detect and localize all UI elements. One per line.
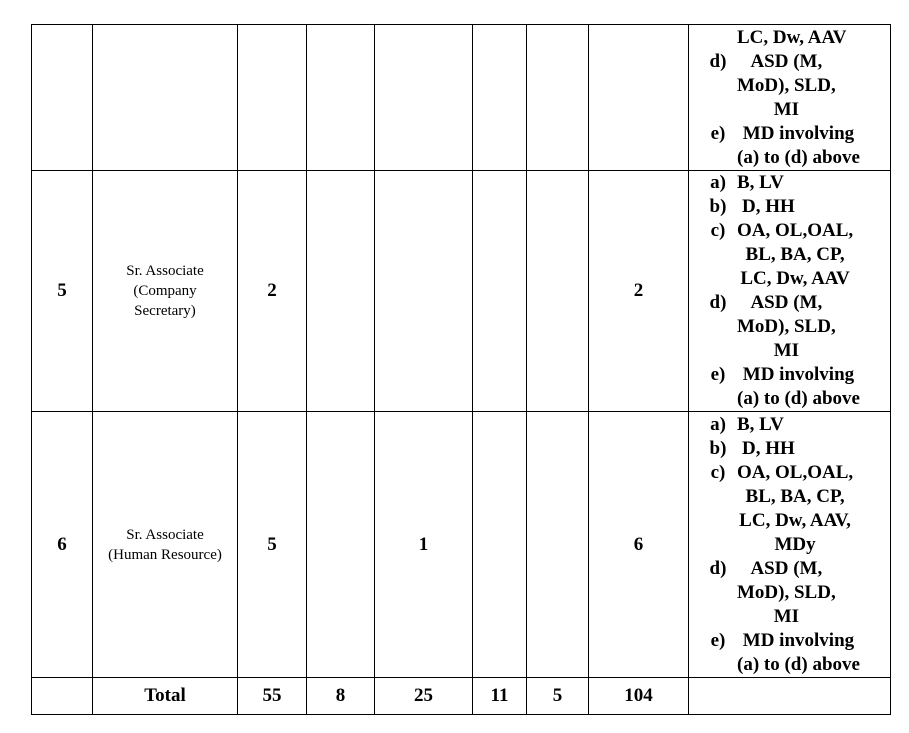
category-item-line: (a) to (d) above — [737, 146, 860, 168]
sc-cell — [307, 171, 375, 412]
category-item-line: MD involving — [742, 629, 855, 651]
post-name-line: Sr. Associate — [126, 526, 204, 543]
disability-category-item — [689, 363, 890, 411]
total-obc: 11 — [473, 678, 527, 715]
category-item-line: BL, BA, CP, — [745, 485, 845, 507]
ur-cell: 2 — [238, 171, 307, 412]
total-st: 25 — [375, 678, 473, 715]
total-sc: 8 — [307, 678, 375, 715]
sc-cell — [307, 25, 375, 171]
disability-category-cell — [689, 171, 891, 412]
disability-category-item — [689, 50, 890, 122]
disability-category-item — [689, 219, 890, 291]
category-item-label — [689, 26, 737, 50]
ews-cell — [527, 25, 589, 171]
category-item-line: MI — [773, 340, 800, 361]
category-item-label: e) — [710, 629, 726, 651]
sl-no-cell — [32, 25, 93, 171]
category-item-line: D, HH — [742, 196, 795, 217]
category-item-text — [737, 291, 836, 363]
disability-category-item — [689, 629, 890, 677]
table-row — [32, 25, 891, 171]
sl-no-cell: 6 — [32, 412, 93, 678]
total-row — [32, 678, 891, 715]
sl-no-cell: 5 — [32, 171, 93, 412]
st-cell: 1 — [375, 412, 473, 678]
category-item-text — [737, 219, 853, 291]
category-item-text — [737, 363, 860, 411]
category-item-label: b) — [709, 196, 727, 217]
post-name-cell — [93, 412, 238, 678]
obc-cell — [473, 171, 527, 412]
disability-category-list — [689, 413, 890, 677]
category-item-line: OA, OL,OAL, — [737, 461, 854, 483]
category-item-label: e) — [710, 364, 726, 385]
disability-category-cell — [689, 412, 891, 678]
category-item-label: d) — [709, 557, 727, 579]
disability-category-item — [689, 437, 890, 461]
total-cell: 6 — [589, 412, 689, 678]
category-item-text — [737, 26, 846, 50]
ews-cell — [527, 412, 589, 678]
category-item-label: d) — [709, 50, 727, 72]
total-total: 104 — [589, 678, 689, 715]
category-item-line: B, LV — [737, 413, 784, 435]
post-name-line: Sr. Associate — [126, 263, 204, 279]
disability-category-item — [689, 26, 890, 50]
category-item-line: MoD), SLD, — [737, 74, 836, 96]
category-item-line: D, HH — [742, 437, 795, 459]
post-name-cell — [93, 171, 238, 412]
category-item-text — [737, 629, 860, 677]
disability-category-item — [689, 171, 890, 195]
ews-cell — [527, 171, 589, 412]
category-item-line: MoD), SLD, — [737, 581, 836, 603]
category-item-line: MI — [773, 98, 800, 120]
category-item-line: MD involving — [742, 122, 855, 144]
st-cell — [375, 25, 473, 171]
category-item-text — [737, 557, 836, 629]
total-label: Total — [93, 678, 238, 715]
disability-category-item — [689, 291, 890, 363]
category-item-text — [737, 413, 784, 437]
st-cell — [375, 171, 473, 412]
obc-cell — [473, 412, 527, 678]
category-item-text — [737, 461, 853, 557]
category-item-text — [737, 171, 784, 195]
total-category-cell — [689, 678, 891, 715]
ur-cell: 5 — [238, 412, 307, 678]
post-name-line: (Human Resource) — [108, 546, 222, 563]
disability-category-list — [689, 171, 890, 411]
category-item-line: B, LV — [737, 172, 784, 193]
disability-category-list — [689, 26, 890, 170]
category-item-label: c) — [710, 461, 726, 483]
category-item-line: (a) to (d) above — [737, 388, 860, 409]
table-body — [32, 25, 891, 678]
disability-category-item — [689, 122, 890, 170]
disability-category-cell — [689, 25, 891, 171]
total-ur: 55 — [238, 678, 307, 715]
post-name-cell — [93, 25, 238, 171]
table-row — [32, 171, 891, 412]
category-item-line: ASD (M, — [750, 292, 823, 313]
table-row — [32, 412, 891, 678]
category-item-text — [737, 122, 860, 170]
category-item-line: MI — [773, 605, 800, 627]
disability-category-item — [689, 195, 890, 219]
category-item-text — [737, 50, 836, 122]
post-name-line: (Company — [133, 283, 197, 299]
disability-category-item — [689, 557, 890, 629]
category-item-label: a) — [710, 172, 726, 193]
category-item-label: a) — [710, 413, 726, 435]
category-item-line: MD involving — [742, 364, 855, 385]
post-name-line: Secretary) — [134, 303, 196, 319]
total-ews: 5 — [527, 678, 589, 715]
category-item-label: b) — [709, 437, 727, 459]
disability-category-item — [689, 413, 890, 437]
total-cell: 2 — [589, 171, 689, 412]
category-item-label: e) — [710, 122, 726, 144]
category-item-line: LC, Dw, AAV — [740, 268, 850, 289]
category-item-text — [737, 437, 795, 461]
category-item-line: ASD (M, — [750, 50, 823, 72]
category-item-label: c) — [710, 220, 726, 241]
category-item-text — [737, 195, 795, 219]
sc-cell — [307, 412, 375, 678]
ur-cell — [238, 25, 307, 171]
category-item-line: LC, Dw, AAV — [737, 26, 847, 48]
category-item-label: d) — [709, 292, 727, 313]
vacancy-table — [31, 24, 891, 715]
category-item-line: ASD (M, — [750, 557, 823, 579]
obc-cell — [473, 25, 527, 171]
category-item-line: BL, BA, CP, — [745, 244, 845, 265]
disability-category-item — [689, 461, 890, 557]
total-cell — [589, 25, 689, 171]
category-item-line: (a) to (d) above — [737, 653, 860, 675]
category-item-line: MoD), SLD, — [737, 316, 836, 337]
category-item-line: LC, Dw, AAV, — [739, 509, 851, 531]
category-item-line: MDy — [774, 533, 816, 555]
total-sl-cell — [32, 678, 93, 715]
category-item-line: OA, OL,OAL, — [737, 220, 854, 241]
